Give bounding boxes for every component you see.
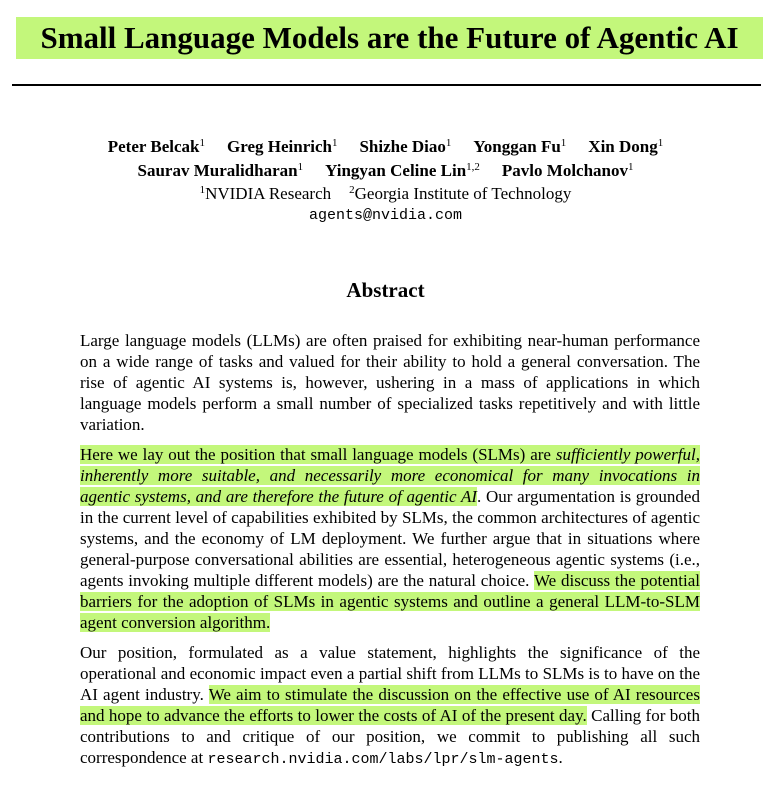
affiliation bbox=[200, 184, 332, 203]
project-url[interactable]: research.nvidia.com/labs/lpr/slm-agents bbox=[207, 751, 559, 768]
affiliation-mark: 1 bbox=[628, 161, 634, 173]
paper-title: Small Language Models are the Future of Agentic AI bbox=[40, 20, 739, 55]
author-name bbox=[588, 137, 663, 156]
affiliation-name: Georgia Institute of Technology bbox=[354, 184, 572, 203]
contact-email: agents@nvidia.com bbox=[308, 207, 463, 224]
author-name bbox=[502, 161, 634, 180]
abstract-heading: Abstract bbox=[346, 278, 425, 302]
author-name-text: Saurav Muralidharan bbox=[137, 161, 298, 180]
author-name bbox=[137, 161, 303, 180]
affiliation-line bbox=[0, 183, 771, 205]
affiliation-mark: 1 bbox=[199, 137, 205, 149]
author-name bbox=[359, 137, 451, 156]
affiliation-name: NVIDIA Research bbox=[205, 184, 332, 203]
affiliation-mark: 1 bbox=[297, 161, 304, 173]
title-rule bbox=[12, 84, 761, 86]
abstract-paragraph bbox=[80, 330, 700, 435]
author-name-text: Shizhe Diao bbox=[359, 137, 446, 156]
author-name bbox=[108, 137, 205, 156]
paragraph-text: Large language models (LLMs) are often praised for exhibiting near-human performance on a wide range of tasks and valued for their ability to hold a general conversation. The rise of agentic AI systems is, however, ushering in a mass of applications in which language models perform a small number of specialized tasks repetitively and with little variation. bbox=[80, 331, 700, 434]
author-name bbox=[325, 161, 480, 180]
paragraph-text: . Our argumentation is grounded in the current level of capabilities exhibited by SLMs, the common architectures of agentic systems, and the economy of LM deployment. We further argue that in situations where general-purpose conversational abilities are essential, heterogeneous agentic systems (i.e., agents invoking multiple different models) are the natural choice. bbox=[80, 487, 700, 590]
abstract-paragraph bbox=[80, 444, 700, 633]
abstract-paragraph bbox=[80, 642, 700, 770]
affiliation-mark: 1,2 bbox=[466, 161, 480, 173]
author-name-text: Pavlo Molchanov bbox=[501, 161, 629, 180]
abstract-body bbox=[80, 330, 700, 779]
author-name-text: Yingyan Celine Lin bbox=[325, 161, 467, 180]
highlighted-text: Here we lay out the position that small language models (SLMs) are bbox=[80, 445, 556, 464]
highlighted-text: We aim to stimulate the discussion on the effective use of AI resources and hope to advance the efforts to lower the costs of AI of the present day. bbox=[80, 685, 700, 725]
author-line bbox=[0, 135, 771, 159]
author-name-text: Xin Dong bbox=[588, 137, 658, 156]
highlighted-text: sufficiently powerful, inherently more suitable, and necessarily more economical for many invocations in agentic systems, and are therefore the future of agentic AI bbox=[80, 445, 700, 506]
author-name bbox=[227, 137, 337, 156]
paragraph-text: Our position, formulated as a value statement, highlights the significance of the operational and economic impact even a partial shift from LLMs to SLMs is to have on the AI agent industry. bbox=[80, 643, 700, 704]
affiliation-mark: 1 bbox=[331, 137, 338, 149]
title-highlight bbox=[16, 17, 763, 59]
affiliation-mark: 1 bbox=[560, 137, 567, 149]
author-name-text: Yonggan Fu bbox=[473, 137, 561, 156]
author-name bbox=[473, 137, 566, 156]
author-block bbox=[0, 135, 771, 227]
affiliation-mark: 1 bbox=[657, 137, 664, 149]
author-name-text: Greg Heinrich bbox=[226, 137, 332, 156]
paragraph-text: Calling for both contributions to and critique of our position, we commit to publishing all such correspondence at bbox=[80, 706, 700, 767]
affiliation-mark: 1 bbox=[445, 137, 452, 149]
affiliation-mark: 2 bbox=[349, 184, 355, 196]
highlighted-text: We discuss the potential barriers for the adoption of SLMs in agentic systems and outline a general LLM-to-SLM agent conversion algorithm. bbox=[80, 571, 700, 632]
author-name-text: Peter Belcak bbox=[107, 137, 200, 156]
affiliation bbox=[349, 184, 571, 203]
paragraph-text: . bbox=[558, 748, 563, 767]
author-line bbox=[0, 159, 771, 183]
affiliation-mark: 1 bbox=[199, 184, 206, 196]
